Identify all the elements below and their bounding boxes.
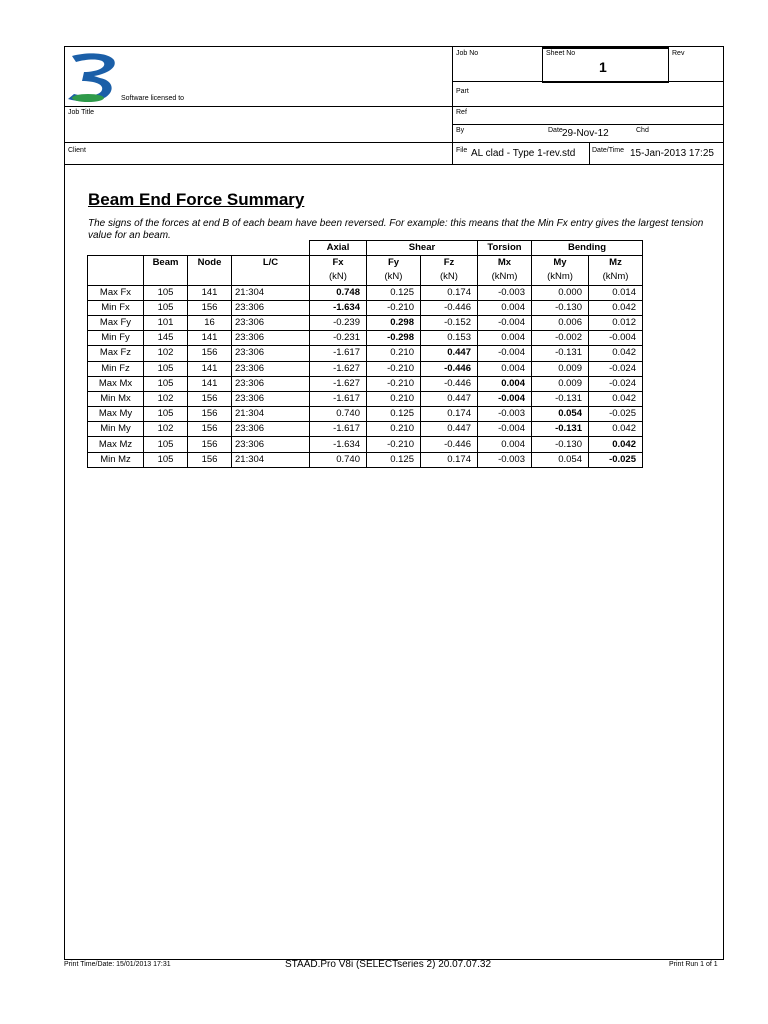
table-row: [88, 452, 643, 467]
cell-fy: 0.125: [367, 407, 421, 422]
column-header: Node: [188, 256, 232, 285]
cell-lc: 23:306: [232, 331, 310, 346]
cell-mz: -0.025: [589, 407, 643, 422]
cell-node: 141: [188, 376, 232, 391]
cell-mz: 0.042: [589, 346, 643, 361]
cell-mx: -0.004: [478, 315, 532, 330]
table-row: [88, 285, 643, 300]
divider: [65, 142, 723, 143]
cell-fy: 0.210: [367, 346, 421, 361]
column-header: My: [532, 256, 589, 271]
cell-node: 156: [188, 452, 232, 467]
cell-mz: 0.042: [589, 422, 643, 437]
divider: [65, 106, 723, 107]
column-header: Beam: [144, 256, 188, 285]
cell-fx: -1.617: [310, 422, 367, 437]
cell-lc: 21:304: [232, 285, 310, 300]
unit-label: (kNm): [589, 270, 643, 285]
print-run-footer: Print Run 1 of 1: [669, 961, 718, 968]
table-row: [88, 300, 643, 315]
client-label: Client: [68, 147, 86, 154]
cell-fz: 0.174: [421, 452, 478, 467]
ref-label: Ref: [456, 109, 467, 116]
cell-beam: 105: [144, 376, 188, 391]
date-label: Date: [548, 127, 563, 134]
cell-fy: -0.210: [367, 376, 421, 391]
cell-label: Min Fy: [88, 331, 144, 346]
column-header: Fy: [367, 256, 421, 271]
unit-label: (kN): [421, 270, 478, 285]
chd-label: Chd: [636, 127, 649, 134]
table-row: [88, 422, 643, 437]
sheet-no-label: Sheet No: [546, 50, 576, 57]
cell-node: 156: [188, 346, 232, 361]
cell-mx: 0.004: [478, 376, 532, 391]
cell-node: 156: [188, 422, 232, 437]
cell-mz: 0.042: [589, 437, 643, 452]
cell-mz: 0.042: [589, 300, 643, 315]
cell-mx: 0.004: [478, 437, 532, 452]
cell-fx: -0.239: [310, 315, 367, 330]
cell-beam: 105: [144, 452, 188, 467]
table-row: [88, 346, 643, 361]
cell-label: Min My: [88, 422, 144, 437]
part-label: Part: [456, 88, 469, 95]
cell-label: Min Mx: [88, 391, 144, 406]
software-licensed-label: Software licensed to: [121, 95, 185, 102]
group-header: Shear: [367, 241, 478, 256]
table-row: [88, 315, 643, 330]
cell-my: -0.130: [532, 437, 589, 452]
cell-beam: 102: [144, 391, 188, 406]
cell-fx: 0.740: [310, 452, 367, 467]
unit-label: (kNm): [478, 270, 532, 285]
sheet-no-value: 1: [599, 59, 607, 75]
cell-node: 156: [188, 300, 232, 315]
cell-lc: 23:306: [232, 437, 310, 452]
divider: [589, 142, 590, 164]
column-header-row: [88, 256, 643, 271]
cell-fy: 0.125: [367, 452, 421, 467]
cell-node: 141: [188, 331, 232, 346]
cell-label: Max Fy: [88, 315, 144, 330]
table-row: [88, 391, 643, 406]
report-title: Beam End Force Summary: [88, 190, 305, 209]
cell-lc: 23:306: [232, 422, 310, 437]
header-logo-area: [65, 47, 452, 106]
cell-label: Min Fz: [88, 361, 144, 376]
cell-fx: -1.627: [310, 361, 367, 376]
job-no-label: Job No: [456, 50, 479, 57]
cell-lc: 23:306: [232, 315, 310, 330]
datetime-value: 15-Jan-2013 17:25: [630, 148, 714, 159]
report-sheet: [64, 46, 724, 960]
cell-mx: -0.004: [478, 391, 532, 406]
cell-beam: 105: [144, 437, 188, 452]
cell-fx: 0.740: [310, 407, 367, 422]
cell-mz: -0.025: [589, 452, 643, 467]
table-row: [88, 407, 643, 422]
cell-beam: 101: [144, 315, 188, 330]
cell-beam: 102: [144, 346, 188, 361]
file-value: AL clad - Type 1-rev.std: [471, 148, 576, 159]
by-label: By: [456, 127, 465, 134]
cell-my: 0.054: [532, 407, 589, 422]
cell-mz: -0.024: [589, 376, 643, 391]
cell-fx: -1.617: [310, 346, 367, 361]
cell-node: 141: [188, 361, 232, 376]
group-header: Bending: [532, 241, 643, 256]
group-header: Torsion: [478, 241, 532, 256]
cell-fx: 0.748: [310, 285, 367, 300]
cell-my: -0.131: [532, 422, 589, 437]
cell-mz: 0.012: [589, 315, 643, 330]
cell-fy: 0.210: [367, 391, 421, 406]
cell-fx: -1.634: [310, 437, 367, 452]
unit-label: (kN): [310, 270, 367, 285]
cell-beam: 105: [144, 300, 188, 315]
cell-lc: 23:306: [232, 300, 310, 315]
cell-fz: 0.174: [421, 407, 478, 422]
cell-fz: 0.174: [421, 285, 478, 300]
cell-beam: 105: [144, 361, 188, 376]
group-header-row: [88, 241, 643, 256]
cell-beam: 105: [144, 407, 188, 422]
print-time-footer: Print Time/Date: 15/01/2013 17:31: [64, 961, 171, 968]
force-summary-table: [87, 240, 643, 468]
cell-node: 16: [188, 315, 232, 330]
cell-fy: -0.210: [367, 437, 421, 452]
table-row: [88, 331, 643, 346]
job-title-label: Job Title: [68, 109, 95, 116]
software-version-footer: STAAD.Pro V8i (SELECTseries 2) 20.07.07.32: [285, 959, 492, 970]
cell-fz: -0.446: [421, 300, 478, 315]
group-header: Axial: [310, 241, 367, 256]
column-header: Mz: [589, 256, 643, 271]
column-header: Fx: [310, 256, 367, 271]
table-row: [88, 376, 643, 391]
divider: [65, 164, 723, 165]
cell-mz: -0.004: [589, 331, 643, 346]
table-row: [88, 437, 643, 452]
cell-fx: -0.231: [310, 331, 367, 346]
cell-fx: -1.617: [310, 391, 367, 406]
cell-mx: -0.003: [478, 285, 532, 300]
column-header: Fz: [421, 256, 478, 271]
divider: [452, 47, 453, 164]
column-header: Mx: [478, 256, 532, 271]
cell-label: Max My: [88, 407, 144, 422]
file-label: File: [456, 147, 468, 154]
cell-fz: -0.446: [421, 376, 478, 391]
cell-beam: 105: [144, 285, 188, 300]
cell-mx: -0.004: [478, 346, 532, 361]
cell-node: 156: [188, 407, 232, 422]
datetime-label: Date/Time: [592, 147, 625, 154]
cell-node: 156: [188, 391, 232, 406]
cell-label: Max Mz: [88, 437, 144, 452]
cell-fy: -0.210: [367, 361, 421, 376]
cell-mx: -0.004: [478, 422, 532, 437]
cell-fx: -1.627: [310, 376, 367, 391]
bentley-logo-icon: [66, 50, 120, 104]
table-row: [88, 361, 643, 376]
cell-my: 0.000: [532, 285, 589, 300]
cell-beam: 102: [144, 422, 188, 437]
cell-fz: -0.446: [421, 437, 478, 452]
unit-label: (kN): [367, 270, 421, 285]
cell-fy: 0.125: [367, 285, 421, 300]
date-value: 29-Nov-12: [562, 128, 609, 139]
cell-fz: 0.447: [421, 346, 478, 361]
cell-node: 156: [188, 437, 232, 452]
cell-mz: 0.014: [589, 285, 643, 300]
cell-lc: 23:306: [232, 361, 310, 376]
cell-my: 0.009: [532, 376, 589, 391]
cell-my: 0.009: [532, 361, 589, 376]
rev-label: Rev: [672, 50, 685, 57]
cell-fy: 0.298: [367, 315, 421, 330]
cell-fx: -1.634: [310, 300, 367, 315]
divider: [452, 124, 723, 125]
cell-mx: -0.003: [478, 452, 532, 467]
cell-fz: -0.152: [421, 315, 478, 330]
report-description: The signs of the forces at end B of each beam have been reversed. For example: this means that the Min Fx entry gives the largest tension value for an beam.: [88, 218, 704, 241]
cell-label: Max Fz: [88, 346, 144, 361]
cell-label: Min Mz: [88, 452, 144, 467]
cell-my: -0.131: [532, 391, 589, 406]
cell-lc: 23:306: [232, 376, 310, 391]
cell-label: Min Fx: [88, 300, 144, 315]
cell-lc: 23:306: [232, 391, 310, 406]
cell-fy: -0.210: [367, 300, 421, 315]
unit-label: (kNm): [532, 270, 589, 285]
cell-fz: 0.447: [421, 422, 478, 437]
cell-fy: 0.210: [367, 422, 421, 437]
cell-mz: -0.024: [589, 361, 643, 376]
cell-mz: 0.042: [589, 391, 643, 406]
cell-node: 141: [188, 285, 232, 300]
cell-fz: -0.446: [421, 361, 478, 376]
cell-my: -0.130: [532, 300, 589, 315]
cell-my: 0.006: [532, 315, 589, 330]
cell-label: Max Mx: [88, 376, 144, 391]
cell-my: -0.002: [532, 331, 589, 346]
cell-my: -0.131: [532, 346, 589, 361]
cell-my: 0.054: [532, 452, 589, 467]
cell-lc: 23:306: [232, 346, 310, 361]
cell-mx: 0.004: [478, 361, 532, 376]
cell-mx: -0.003: [478, 407, 532, 422]
cell-lc: 21:304: [232, 407, 310, 422]
cell-lc: 21:304: [232, 452, 310, 467]
cell-beam: 145: [144, 331, 188, 346]
cell-mx: 0.004: [478, 300, 532, 315]
column-header: L/C: [232, 256, 310, 285]
cell-fz: 0.447: [421, 391, 478, 406]
cell-mx: 0.004: [478, 331, 532, 346]
cell-label: Max Fx: [88, 285, 144, 300]
cell-fy: -0.298: [367, 331, 421, 346]
cell-fz: 0.153: [421, 331, 478, 346]
